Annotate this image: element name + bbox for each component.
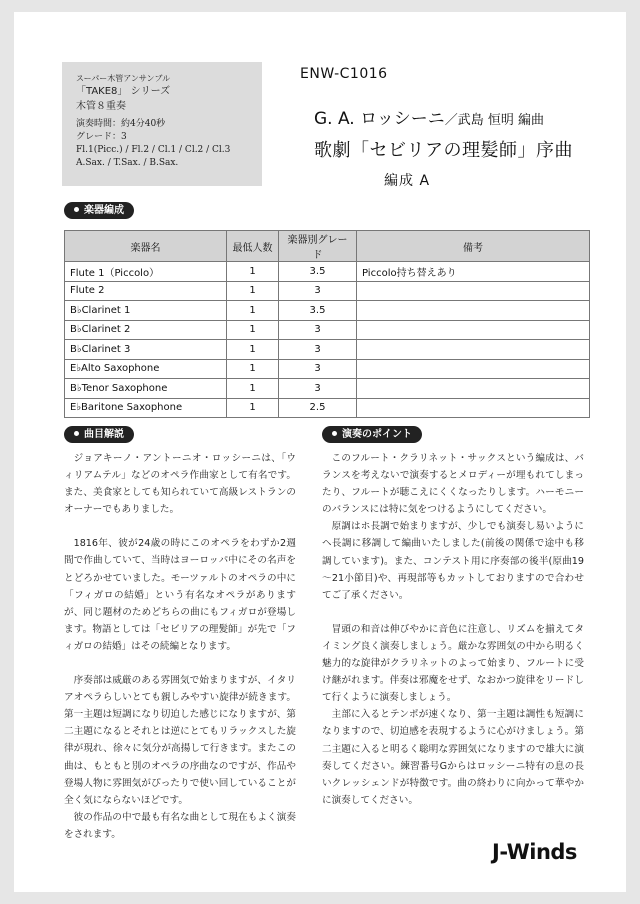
instrument-name: B♭Tenor Saxophone	[65, 379, 227, 399]
table-row	[65, 359, 590, 379]
instrumentation-line-1: Fl.1(Picc.) / Fl.2 / Cl.1 / Cl.2 / Cl.3	[76, 145, 231, 155]
min-players: 1	[227, 379, 279, 399]
paragraph: 彼の作品の中で最も有名な曲として現在もよく演奏をされます。	[64, 811, 296, 840]
table-row	[65, 398, 590, 418]
part-grade: 3	[279, 379, 357, 399]
min-players: 1	[227, 262, 279, 282]
ensemble-type: 木管８重奏	[76, 101, 126, 112]
paragraph: 冒頭の和音は伸びやかに音色に注意し、リズムを揃えてタイミング良く演奏しましょう。厳かな雰囲気の中から明るく魅力的な旋律がクラリネットのよって始まり、フルートに受け継がれます。伴奏は邪魔をせず、なおかつ旋律をリードして行くように演奏しましょう。	[322, 623, 584, 704]
instrument-name: Flute 2	[65, 281, 227, 301]
remarks	[357, 379, 590, 399]
table-row	[65, 262, 590, 282]
instrumentation-line-2: A.Sax. / T.Sax. / B.Sax.	[76, 158, 179, 168]
part-grade: 3.5	[279, 262, 357, 282]
table-row	[65, 281, 590, 301]
remarks: Piccolo持ち替えあり	[357, 262, 590, 282]
instrument-table	[64, 230, 590, 418]
remarks	[357, 398, 590, 418]
paragraph: ジョアキーノ・アントーニオ・ロッシーニは、「ウィリアムテル」などのオペラ作曲家として有名です。また、美食家としても知られていて高級レストランのオーナーでもありました。	[64, 453, 296, 516]
min-players: 1	[227, 320, 279, 340]
table-row	[65, 301, 590, 321]
paragraph: 1816年、彼が24歳の時にこのオペラをわずか2週間で作曲していて、当時はヨーロッパ中にその名声をとどろかせていました。モーツァルトのオペラの中に「フィガロの結婚」という有名なオペラがありますが、同じ題材のためどちらの曲にもフィガロが登場します。物語としては「セビリアの理髪師」が先で「フィガロの結婚」はその続編となります。	[64, 538, 296, 652]
min-players: 1	[227, 301, 279, 321]
composer-name: G. A. ロッシーニ	[314, 109, 445, 129]
table-row	[65, 379, 590, 399]
paragraph: このフルート・クラリネット・サックスという編成は、バランスを考えないで演奏するとメロディーが埋もれてしまったり、フルートが聴こえにくくなったりします。ハーモニーのバランスには特に気をつけるようにしてください。	[322, 453, 584, 516]
part-grade: 3	[279, 359, 357, 379]
duration: 演奏時間：約4分40秒	[76, 119, 166, 129]
part-grade: 3	[279, 340, 357, 360]
grade: グレード：3	[76, 132, 127, 142]
part-grade: 3.5	[279, 301, 357, 321]
part-grade: 2.5	[279, 398, 357, 418]
composer-line	[314, 104, 604, 129]
arranger-name: ／武島 恒明 編曲	[444, 113, 545, 128]
edition-label: 編成 A	[384, 173, 431, 189]
column-header: 楽器別グレード	[279, 231, 357, 262]
table-header-row	[65, 231, 590, 262]
commentary-heading: 曲目解説	[64, 426, 134, 443]
remarks	[357, 359, 590, 379]
column-header: 楽器名	[65, 231, 227, 262]
min-players: 1	[227, 340, 279, 360]
instrument-name: B♭Clarinet 3	[65, 340, 227, 360]
paragraph: 原調はホ長調で始まりますが、少しでも演奏し易いようにヘ長調に移調して編曲いたしました(前後の関係で途中も移調しています)。また、コンテスト用に序奏部の後半(原曲19～21小節目)や、再現部等もカットしておりますので合わせてご了承ください。	[322, 521, 584, 601]
part-grade: 3	[279, 320, 357, 340]
paragraph: 主部に入るとテンポが速くなり、第一主題は調性も短調になりますので、切迫感を表現するように心がけましょう。第二主題に入ると明るく聡明な雰囲気になりますので雄大に演奏してください。練習番号Gからはロッシーニ特有の息の長いクレッシェンドが特徴です。曲の終わりに向かって華やかに演奏してください。	[322, 709, 584, 806]
performance-points-text	[322, 450, 584, 809]
score-info-page	[14, 12, 626, 892]
remarks	[357, 301, 590, 321]
table-row	[65, 320, 590, 340]
paragraph: 序奏部は威厳のある雰囲気で始まりますが、イタリアオペラらしいとても親しみやすい旋律が続きます。第一主題は短調になり切迫した感じになりますが、第二主題になるとそれとは逆にとてもリラックスした旋律が現れ、徐々に気分が高揚して行きます。またこの曲は、もともと別のオペラの序曲なのですが、作品や登場人物に雰囲気がぴったりで使い回していることが全く気にならないほどです。	[64, 675, 296, 806]
column-header: 最低人数	[227, 231, 279, 262]
performance-points-heading: 演奏のポイント	[322, 426, 422, 443]
piece-title: 歌劇「セビリアの理髪師」序曲	[314, 140, 573, 161]
instruments-heading: 楽器編成	[64, 202, 134, 219]
part-grade: 3	[279, 281, 357, 301]
min-players: 1	[227, 398, 279, 418]
instrument-name: E♭Baritone Saxophone	[65, 398, 227, 418]
series-label: スーパー木管アンサンブル	[76, 74, 171, 83]
min-players: 1	[227, 281, 279, 301]
instrument-name: Flute 1（Piccolo）	[65, 262, 227, 282]
bullet-icon	[332, 431, 337, 436]
column-header: 備考	[357, 231, 590, 262]
series-info-box	[62, 62, 262, 186]
publisher-logo: J-Winds	[492, 840, 577, 864]
table-row	[65, 340, 590, 360]
bullet-icon	[74, 431, 79, 436]
series-name: 「TAKE8」 シリーズ	[76, 86, 171, 97]
instrument-name: B♭Clarinet 2	[65, 320, 227, 340]
instrument-name: B♭Clarinet 1	[65, 301, 227, 321]
remarks	[357, 281, 590, 301]
catalog-code: ENW-C1016	[300, 66, 388, 82]
bullet-icon	[74, 207, 79, 212]
commentary-text	[64, 450, 296, 843]
remarks	[357, 340, 590, 360]
instrument-name: E♭Alto Saxophone	[65, 359, 227, 379]
min-players: 1	[227, 359, 279, 379]
remarks	[357, 320, 590, 340]
